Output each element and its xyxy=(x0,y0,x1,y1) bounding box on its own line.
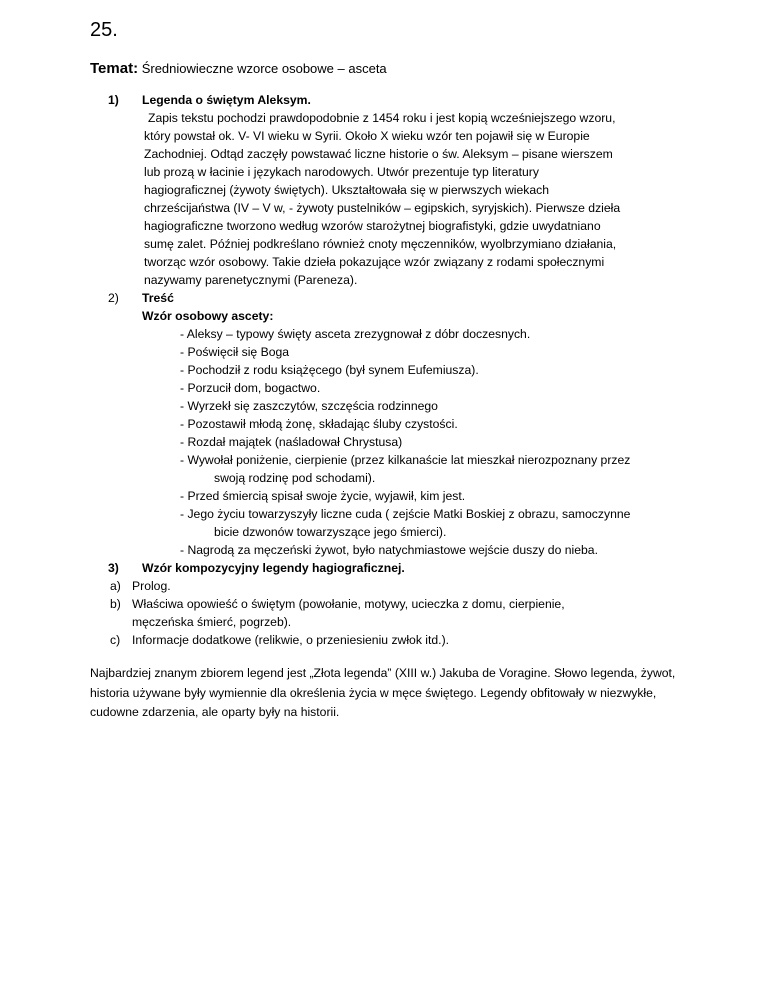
section1-line: nazywamy parenetycznymi (Pareneza). xyxy=(144,273,358,287)
section1-line: chrześcijaństwa (IV – V w, - żywoty pustelników – egipskich, syryjskich). Pierwsze dzieła xyxy=(144,201,621,215)
ascetic-trait-continuation: swoją rodzinę pod schodami). xyxy=(214,471,376,485)
section1-line: hagiograficzne tworzono według wzorów starożytnej biografistyki, gdzie uwydatniano xyxy=(144,219,601,233)
ascetic-trait-item: - Pozostawił młodą żonę, składając śluby czystości. xyxy=(180,417,458,431)
ascetic-trait-continuation: bicie dzwonów towarzyszące jego śmierci). xyxy=(214,525,447,539)
composition-item-marker: c) xyxy=(110,633,121,647)
section1-line: hagiograficznej (żywoty świętych). Ukształtowała się w pierwszych wiekach xyxy=(144,183,550,197)
section1-line: tworząc wzór osobowy. Takie dzieła pokazujące wzór związany z rodami społecznymi xyxy=(144,255,605,269)
composition-item: Informacje dodatkowe (relikwie, o przeniesieniu zwłok itd.). xyxy=(132,633,450,647)
section1-line: sumę zalet. Później podkreślano również cnoty męczenników, wyolbrzymiano działania, xyxy=(144,237,617,251)
composition-item-marker: b) xyxy=(110,597,121,611)
section2-number: 2) xyxy=(108,291,119,305)
section1-heading: Legenda o świętym Aleksym. xyxy=(142,93,311,107)
composition-item: Właściwa opowieść o świętym (powołanie, motywy, ucieczka z domu, cierpienie, xyxy=(132,597,565,611)
section2-heading: Treść xyxy=(142,291,174,305)
topic-label: Temat: xyxy=(90,60,139,77)
section1-line: Zapis tekstu pochodzi prawdopodobnie z 1454 roku i jest kopią wcześniejszego wzoru, xyxy=(148,111,616,125)
ascetic-trait-item: - Przed śmiercią spisał swoje życie, wyjawił, kim jest. xyxy=(180,489,466,503)
closing-paragraph: Najbardziej znanym zbiorem legend jest „Złota legenda” (XIII w.) Jakuba de Voragine. Słowo legenda, żywot, historia używane były wymiennie dla określenia życia w męce świętego. Legendy obfitowały w niezwykłe, cudowne zdarzenia, ale oparty były na historii. xyxy=(90,666,676,719)
composition-item-continuation: męczeńska śmierć, pogrzeb). xyxy=(132,615,292,629)
ascetic-trait-item: - Aleksy – typowy święty asceta zrezygnował z dóbr doczesnych. xyxy=(180,327,531,341)
section3-number: 3) xyxy=(108,561,119,575)
composition-item: Prolog. xyxy=(132,579,171,593)
ascetic-trait-item: - Wywołał poniżenie, cierpienie (przez kilkanaście lat mieszkał nierozpoznany przez xyxy=(180,453,631,467)
section1-number: 1) xyxy=(108,93,119,107)
topic-text: Średniowieczne wzorce osobowe – asceta xyxy=(141,61,387,76)
ascetic-trait-item: - Poświęcił się Boga xyxy=(180,345,290,359)
section1-line: Zachodniej. Odtąd zaczęły powstawać liczne historie o św. Aleksym – pisane wierszem xyxy=(144,147,613,161)
section1-line: który powstał ok. V- VI wieku w Syrii. Około X wieku wzór ten pojawił się w Europie xyxy=(144,129,590,143)
ascetic-trait-item: - Pochodził z rodu książęcego (był synem Eufemiusza). xyxy=(180,363,479,377)
topic-line xyxy=(90,60,387,78)
ascetic-trait-item: - Nagrodą za męczeński żywot, było natychmiastowe wejście duszy do nieba. xyxy=(180,543,598,557)
ascetic-trait-item: - Jego życiu towarzyszyły liczne cuda ( zejście Matki Boskiej z obrazu, samoczynne xyxy=(180,507,631,521)
ascetic-trait-item: - Rozdał majątek (naśladował Chrystusa) xyxy=(180,435,403,449)
section3-heading: Wzór kompozycyjny legendy hagiograficznej. xyxy=(142,561,405,575)
section2-subheading: Wzór osobowy ascety: xyxy=(142,309,274,323)
ascetic-trait-item: - Porzucił dom, bogactwo. xyxy=(180,381,321,395)
page-number: 25. xyxy=(90,19,118,41)
composition-item-marker: a) xyxy=(110,579,121,593)
ascetic-trait-item: - Wyrzekł się zaszczytów, szczęścia rodzinnego xyxy=(180,399,438,413)
section1-line: lub prozą w łacinie i językach narodowych. Utwór prezentuje typ literatury xyxy=(144,165,539,179)
